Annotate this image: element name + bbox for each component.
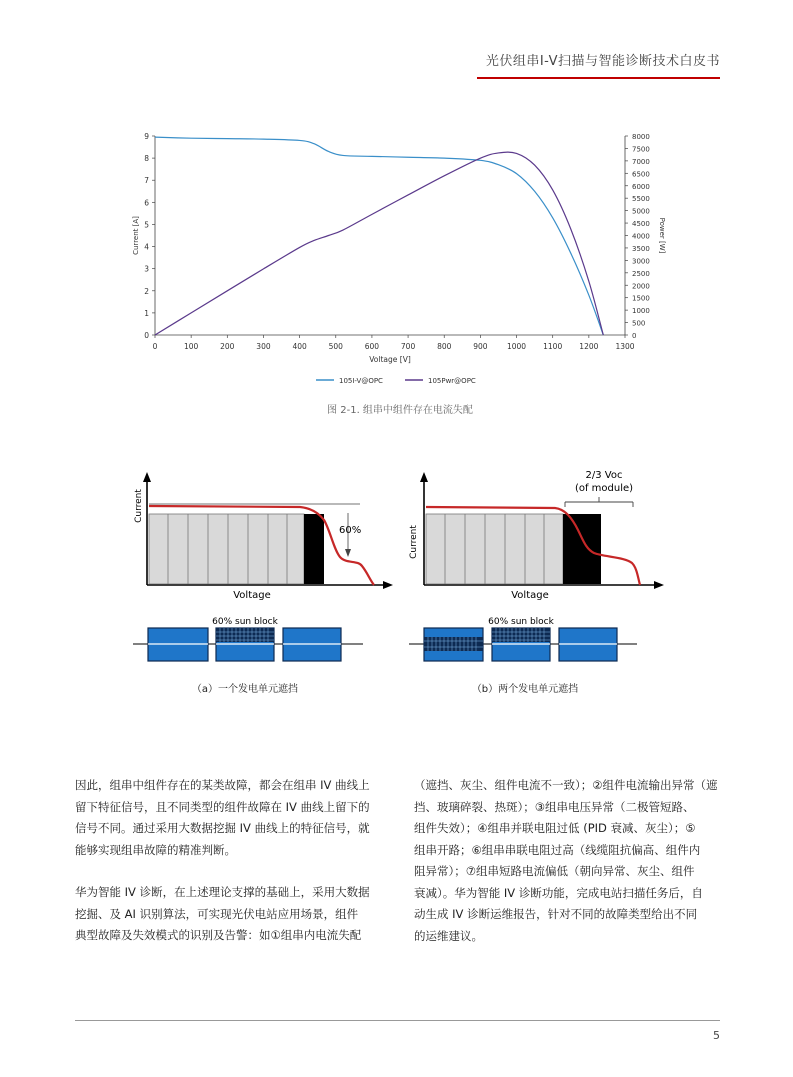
y2-tick-label: 7500: [632, 145, 650, 154]
diagram-b-voc-label-module: (of module): [574, 483, 634, 494]
footer-rule: [75, 1020, 720, 1021]
diagram-b-caption: （b）两个发电单元遮挡: [471, 684, 579, 695]
x-tick-label: 700: [400, 342, 416, 351]
body-column-right: [414, 775, 724, 947]
x-tick-label: 600: [364, 342, 380, 351]
diagram-a-module-2-shaded: [216, 628, 274, 661]
body-right-line-8: 的运维建议。: [414, 928, 483, 943]
legend-label-1: 105I-V@OPC: [339, 377, 383, 385]
y2-tick-label: 5000: [632, 207, 650, 216]
y2-tick-label: 6500: [632, 170, 650, 179]
diagram-a-module-1: [148, 628, 208, 661]
diagram-a-unshaded-cells: [149, 514, 304, 584]
chart-x-axis-title: Voltage [V]: [369, 355, 411, 364]
body-right-line-6: 衰减）。华为智能 IV 诊断功能，完成电站扫描任务后，自: [414, 885, 703, 900]
y-tick-label: 2: [144, 286, 149, 296]
x-tick-label: 900: [473, 342, 488, 351]
diagram-b-module-1-shaded: [424, 628, 483, 661]
x-tick-label: 1000: [506, 342, 527, 351]
diagram-b-two-cells-shaded: [405, 465, 670, 665]
diagram-b-x-arrow: [654, 581, 664, 589]
y-tick-label: 1: [144, 308, 149, 318]
y-tick-label: 7: [144, 176, 149, 186]
body-left-line-6: 挖掘、及 AI 识别算法，可实现光伏电站应用场景，组件: [75, 906, 359, 921]
diagram-b-y-label: Current: [409, 525, 419, 559]
x-tick-label: 1300: [615, 342, 635, 351]
x-tick-label: 0: [152, 342, 158, 351]
y2-tick-label: 7000: [632, 157, 650, 166]
body-right-line-3: 组件失效）；④组串并联电阻过低 (PID 衰减、灰尘）；⑤: [414, 821, 696, 835]
diagram-b-module-2-shaded: [492, 628, 550, 661]
y2-tick-label: 4500: [632, 220, 650, 229]
legend-label-2: 105Pwr@OPC: [428, 377, 476, 385]
y-tick-label: 5: [144, 220, 149, 230]
diagram-b-block-label: 60% sun block: [488, 617, 554, 627]
page-number: 5: [713, 1029, 720, 1042]
body-left-line-7: 典型故障及失效模式的识别及告警：如①组串内电流失配: [75, 928, 362, 942]
y-tick-label: 8: [144, 154, 149, 164]
y-tick-label: 9: [144, 132, 149, 141]
body-right-line-2: 挡、玻璃碎裂、热斑）；③组串电压异常（二极管短路、: [414, 799, 695, 814]
body-left-line-3: 信号不同。通过采用大数据挖掘 IV 曲线上的特征信号，就: [75, 821, 370, 835]
diagram-b-voc-label: 2/3 Voc: [585, 470, 623, 481]
diagram-b-unshaded-cells: [426, 514, 563, 584]
chart-y2-axis-title: Power [W]: [658, 217, 666, 254]
series-line-2: [155, 152, 603, 335]
diagram-a-module-3: [283, 628, 341, 661]
diagram-a-y-arrow: [143, 472, 151, 482]
x-tick-label: 400: [292, 342, 307, 351]
body-left-line-5: 华为智能 IV 诊断，在上述理论支撑的基础上，采用大数据: [75, 885, 370, 899]
diagram-b-voc-bracket: [565, 497, 633, 507]
body-left-line-4: 能够实现组串故障的精准判断。: [75, 842, 236, 857]
diagram-a-caption: （a）一个发电单元遮挡: [191, 684, 299, 695]
y-tick-label: 4: [144, 242, 149, 252]
figure-caption-2-1: 图 2-1. 组串中组件存在电流失配: [327, 405, 473, 416]
diagram-a-x-arrow: [383, 581, 393, 589]
y2-tick-label: 500: [632, 319, 646, 328]
y2-tick-label: 5500: [632, 195, 650, 204]
x-tick-label: 1100: [543, 342, 563, 351]
y2-tick-label: 1000: [632, 307, 650, 316]
y2-tick-label: 6000: [632, 182, 650, 191]
body-left-line-1: 因此，组串中组件存在的某类故障，都会在组串 IV 曲线上: [75, 778, 370, 792]
body-right-line-1: （遮挡、灰尘、组件电流不一致）；②组件电流输出异常（遮: [414, 778, 718, 792]
x-tick-label: 300: [256, 342, 271, 351]
body-left-line-2: 留下特征信号，且不同类型的组件故障在 IV 曲线上留下的: [75, 799, 370, 814]
x-tick-label: 800: [437, 342, 452, 351]
document-header-title: 光伏组串I-V扫描与智能诊断技术白皮书: [485, 54, 720, 69]
diagram-a-shaded-cell: [304, 514, 324, 584]
body-right-line-4: 组串开路；⑥组串串联电阻过高（线缆阻抗偏高、组件内: [414, 842, 701, 857]
y2-tick-label: 8000: [632, 133, 650, 141]
diagram-b-x-label: Voltage: [511, 590, 549, 601]
diagram-a-drop-arrowhead: [345, 549, 351, 557]
body-right-line-5: 阻异常）；⑦组串短路电流偏低（朝向异常、灰尘、组件: [414, 864, 695, 878]
y2-tick-label: 2500: [632, 269, 650, 278]
y2-tick-label: 3000: [632, 257, 650, 266]
y2-tick-label: 2000: [632, 282, 650, 291]
iv-power-chart: [125, 125, 670, 390]
y-tick-label: 3: [144, 264, 149, 274]
y-tick-label: 0: [144, 331, 149, 340]
body-right-line-7: 动生成 IV 诊断运维报告，针对不同的故障类型给出不同: [414, 907, 698, 921]
y2-tick-label: 1500: [632, 294, 650, 303]
diagram-a-block-label: 60% sun block: [212, 617, 278, 627]
y2-tick-label: 0: [632, 332, 637, 340]
diagram-a-x-label: Voltage: [233, 590, 271, 601]
diagram-b-shaded-cells: [563, 514, 601, 584]
diagram-a-one-cell-shaded: [128, 465, 393, 665]
y2-tick-label: 3500: [632, 244, 650, 253]
chart-y-axis-title: Current [A]: [132, 216, 140, 255]
x-tick-label: 200: [220, 342, 235, 351]
x-tick-label: 100: [183, 342, 199, 351]
diagram-b-y-arrow: [420, 472, 428, 482]
header-rule: [477, 77, 720, 79]
y2-tick-label: 4000: [632, 232, 650, 241]
x-tick-label: 1200: [579, 342, 599, 351]
x-tick-label: 500: [328, 342, 343, 351]
diagram-a-drop-label: 60%: [339, 525, 362, 536]
diagram-a-y-label: Current: [134, 489, 144, 523]
body-column-left: [75, 775, 380, 947]
diagram-b-module-3: [559, 628, 617, 661]
y-tick-label: 6: [144, 198, 149, 208]
